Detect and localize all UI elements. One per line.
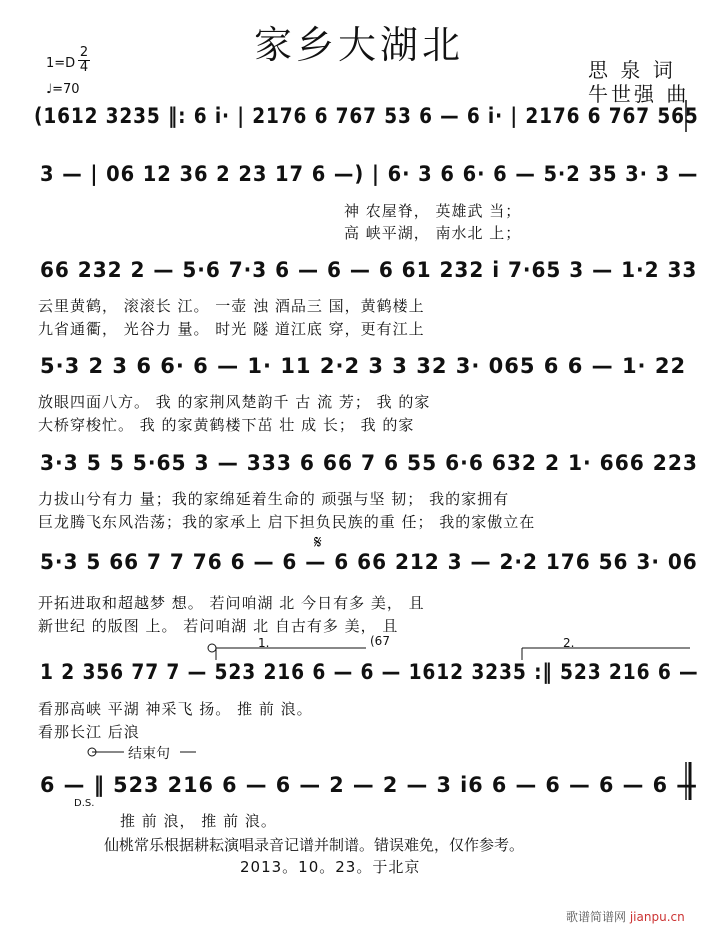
lyric-line-3b: 九省通衢， 光谷力 量。 时光 隧 道江底 穿，更有江上 — [38, 320, 425, 338]
coda-icon-2 — [88, 748, 96, 756]
lyric-line-5b: 巨龙腾飞东风浩荡；我的家承上 启下担负民族的重 任； 我的家傲立在 — [38, 513, 536, 531]
score-line-8: 6 — ‖ 523 216 6 — 6 — 2 — 2 — 3 i6 6 — 6 — 6 — 6 — — [40, 773, 698, 797]
time-signature-top: 2 — [79, 45, 89, 60]
time-signature-bottom: 4 — [79, 60, 89, 75]
song-title: 家乡大湖北 — [253, 23, 464, 67]
time-signature — [78, 46, 90, 75]
paren-notes: (67 — [370, 634, 390, 648]
lyric-line-6b: 新世纪 的版图 上。 若问咱湖 北 自古有多 美， 且 — [38, 617, 399, 635]
lyric-line-7b: 看那长江 后浪 — [38, 723, 140, 741]
lyric-line-3a: 云里黄鹤， 滚滚长 江。 一壶 浊 酒品三 国，黄鹤楼上 — [38, 297, 425, 315]
ds-mark: D.S. — [74, 798, 95, 809]
footer-note: 仙桃常乐根据耕耘演唱录音记谱并制谱。错误难免，仅作参考。 — [104, 836, 525, 854]
lyric-line-2a: 神 农屋脊， 英雄武 当； — [344, 202, 522, 220]
tempo-mark — [46, 82, 80, 97]
footer-date: 2013。10。23。于北京 — [240, 858, 421, 876]
score-line-3: 66 232 2 — 5·6 7·3 6 — 6 — 6 61 232 i 7·65 3 — 1·2 33 — [40, 258, 698, 282]
watermark-site: jianpu.cn — [629, 910, 685, 924]
composer-credit: 牛世强 曲 — [588, 82, 690, 106]
volta-2-label: 2. — [563, 636, 575, 650]
quarter-note-icon: ♩ — [46, 82, 53, 97]
lyricist-credit: 思 泉 词 — [588, 58, 676, 82]
lyric-line-2b: 高 峡平湖， 南水北 上； — [344, 224, 522, 242]
lyric-line-8: 推 前 浪， 推 前 浪。 — [120, 812, 277, 830]
lyric-line-6a: 开拓进取和超越梦 想。 若问咱湖 北 今日有多 美， 且 — [38, 594, 425, 612]
score-line-1: (1612 3235 ‖: 6 i· | 2176 6 767 53 6 — 6 i· | 2176 6 767 565 — [34, 104, 699, 128]
lyric-line-5a: 力拔山兮有力 量；我的家绵延着生命的 顽强与坚 韧； 我的家拥有 — [38, 490, 510, 508]
key-signature: 1=D — [46, 56, 76, 71]
ending-label: 结束句 — [128, 746, 170, 762]
score-line-6: 5·3 5 66 7 7 76 6 — 6 — 6 66 212 3 — 2·2 176 56 3· 06 — [40, 550, 698, 574]
score-line-4: 5·3 2 3 6 6· 6 — 1· 11 2·2 3 3 32 3· 065 6 6 — 1· 22 — [40, 354, 687, 378]
volta-1-label: 1. — [258, 636, 270, 650]
tempo-value: =70 — [52, 82, 80, 97]
watermark — [566, 908, 685, 925]
lyric-line-4b: 大桥穿梭忙。 我 的家黄鹤楼下茁 壮 成 长； 我 的家 — [38, 416, 415, 434]
score-line-2: 3 — | 06 12 36 2 23 17 6 —) | 6· 3 6 6· 6 — 5·2 35 3· 3 — — [40, 162, 699, 186]
segno-icon: 𝄋 — [314, 532, 322, 553]
lyric-line-7a: 看那高峡 平湖 神采飞 扬。 推 前 浪。 — [38, 700, 313, 718]
score-line-5: 3·3 5 5 5·65 3 — 333 6 66 7 6 55 6·6 632 2 1· 666 223 — [40, 451, 698, 475]
lyric-line-4a: 放眼四面八方。 我 的家荆风楚韵千 古 流 芳； 我 的家 — [38, 393, 431, 411]
score-line-7: 1 2 356 77 7 — 523 216 6 — 6 — 1612 3235 :‖ 523 216 6 — — [40, 660, 699, 684]
watermark-text: 歌谱简谱网 — [566, 910, 627, 924]
coda-icon — [208, 644, 216, 652]
